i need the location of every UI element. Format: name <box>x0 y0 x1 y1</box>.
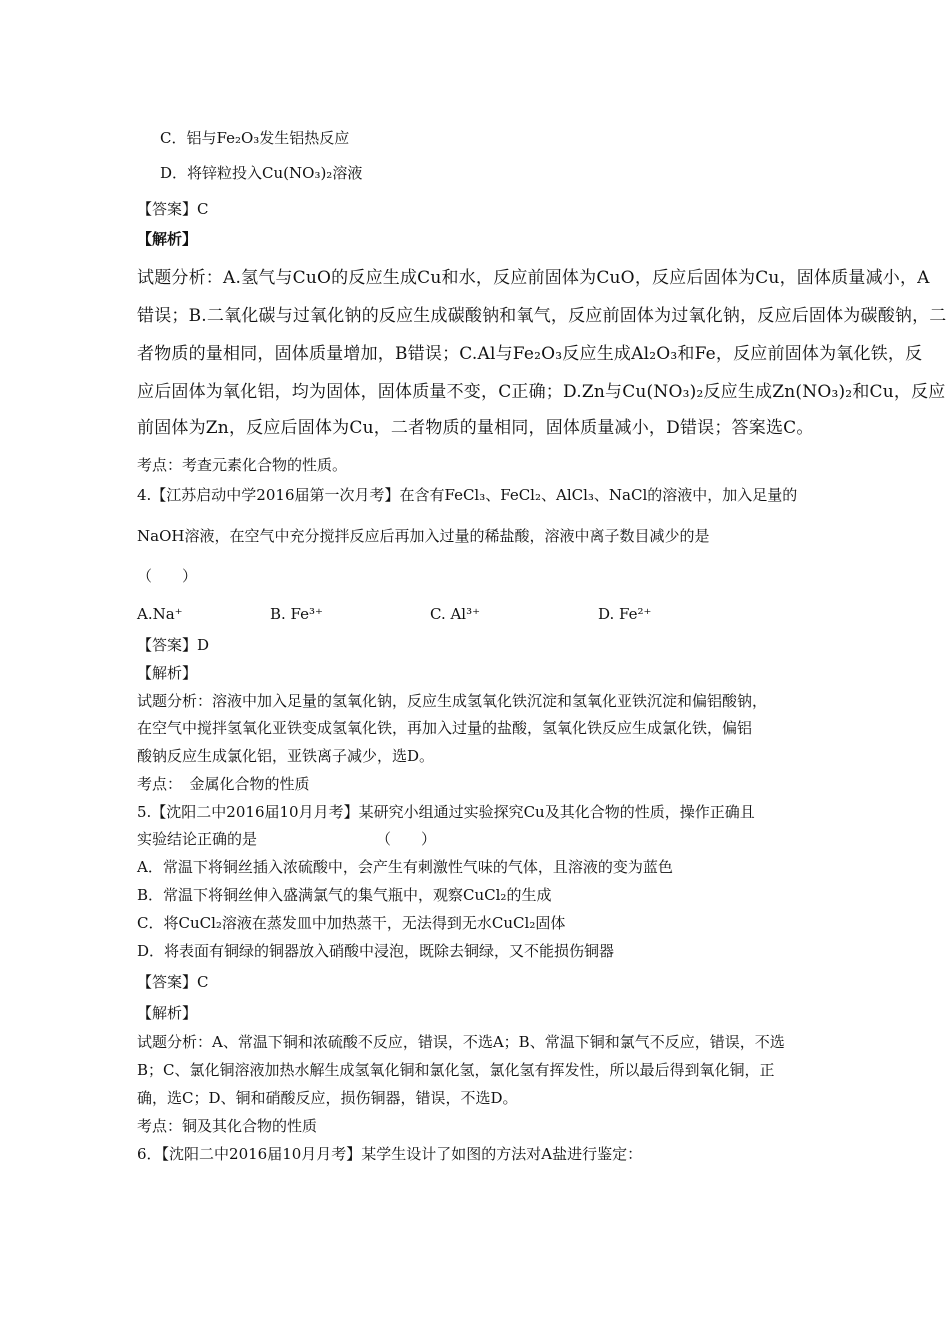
q4-paren: （ ） <box>137 567 198 585</box>
q4-option-a: A.Na⁺ <box>137 605 183 623</box>
q3-analysis-line-2: 错误；B.二氧化碳与过氧化钠的反应生成碳酸钠和氧气，反应前固体为过氧化钠，反应后固体为碳酸钠，二 <box>137 306 947 326</box>
q5-option-a: A．常温下将铜丝插入浓硫酸中，会产生有刺激性气味的气体，且溶液的变为蓝色 <box>137 858 673 876</box>
q4-option-d: D. Fe²⁺ <box>598 605 652 623</box>
q4-answer: 【答案】D <box>137 636 210 654</box>
q6-stem: 6．【沈阳二中2016届10月月考】某学生设计了如图的方法对A盐进行鉴定： <box>137 1145 643 1163</box>
q5-point: 考点：铜及其化合物的性质 <box>137 1117 318 1135</box>
q5-option-b: B．常温下将铜丝伸入盛满氯气的集气瓶中，观察CuCl₂的生成 <box>137 886 552 904</box>
q5-analysis-line-3: 确，选C；D、铜和硝酸反应，损伤铜器，错误，不选D。 <box>137 1089 518 1107</box>
q5-stem-line-1: 5.【沈阳二中2016届10月月考】某研究小组通过实验探究Cu及其化合物的性质，操作正确且 <box>137 803 755 821</box>
q4-analysis-label: 【解析】 <box>137 664 198 682</box>
q3-analysis-line-5: 前固体为Zn，反应后固体为Cu，二者物质的量相同，固体质量减小，D错误；答案选C。 <box>137 418 814 438</box>
q4-option-b: B. Fe³⁺ <box>270 605 323 623</box>
q5-paren: （ ） <box>376 830 437 848</box>
q3-answer: 【答案】C <box>137 200 209 218</box>
q3-analysis-line-1: 试题分析：A.氢气与CuO的反应生成Cu和水，反应前固体为CuO，反应后固体为Cu，固体质量减小，A <box>137 268 930 288</box>
q4-stem-line-2: NaOH溶液，在空气中充分搅拌反应后再加入过量的稀盐酸，溶液中离子数目减少的是 <box>137 527 710 545</box>
q4-option-c: C. Al³⁺ <box>430 605 481 623</box>
q5-stem-line-2: 实验结论正确的是 <box>137 830 258 848</box>
q4-analysis-line-3: 酸钠反应生成氯化铝，亚铁离子减少，选D。 <box>137 747 435 765</box>
q5-answer: 【答案】C <box>137 973 209 991</box>
q5-analysis-line-2: B；C、氯化铜溶液加热水解生成氢氧化铜和氯化氢，氯化氢有挥发性，所以最后得到氧化铜，正 <box>137 1061 775 1079</box>
q5-option-d: D．将表面有铜绿的铜器放入硝酸中浸泡，既除去铜绿，又不能损伤铜器 <box>137 942 615 960</box>
q4-analysis-line-1: 试题分析：溶液中加入足量的氢氧化钠，反应生成氢氧化铁沉淀和氢氧化亚铁沉淀和偏铝酸钠， <box>137 692 768 710</box>
q3-option-d: D．将锌粒投入Cu(NO₃)₂溶液 <box>160 164 363 182</box>
q4-point: 考点： 金属化合物的性质 <box>137 775 310 793</box>
q4-analysis-line-2: 在空气中搅拌氢氧化亚铁变成氢氧化铁，再加入过量的盐酸，氢氧化铁反应生成氯化铁，偏铝 <box>137 719 753 737</box>
q3-option-c: C．铝与Fe₂O₃发生铝热反应 <box>160 129 350 147</box>
q3-analysis-label: 【解析】 <box>137 230 198 248</box>
q5-analysis-label: 【解析】 <box>137 1004 198 1022</box>
q5-analysis-line-1: 试题分析：A、常温下铜和浓硫酸不反应，错误，不选A；B、常温下铜和氯气不反应，错误，不选 <box>137 1033 785 1051</box>
q5-option-c: C．将CuCl₂溶液在蒸发皿中加热蒸干，无法得到无水CuCl₂固体 <box>137 914 566 932</box>
q4-stem-line-1: 4.【江苏启动中学2016届第一次月考】在含有FeCl₃、FeCl₂、AlCl₃、NaCl的溶液中，加入足量的 <box>137 486 798 504</box>
q3-analysis-line-3: 者物质的量相同，固体质量增加，B错误；C.Al与Fe₂O₃反应生成Al₂O₃和Fe，反应前固体为氧化铁，反 <box>137 344 923 364</box>
q3-point: 考点：考查元素化合物的性质。 <box>137 456 348 474</box>
q3-analysis-line-4: 应后固体为氧化铝，均为固体，固体质量不变，C正确；D.Zn与Cu(NO₃)₂反应生成Zn(NO₃)₂和Cu，反应 <box>137 382 946 402</box>
